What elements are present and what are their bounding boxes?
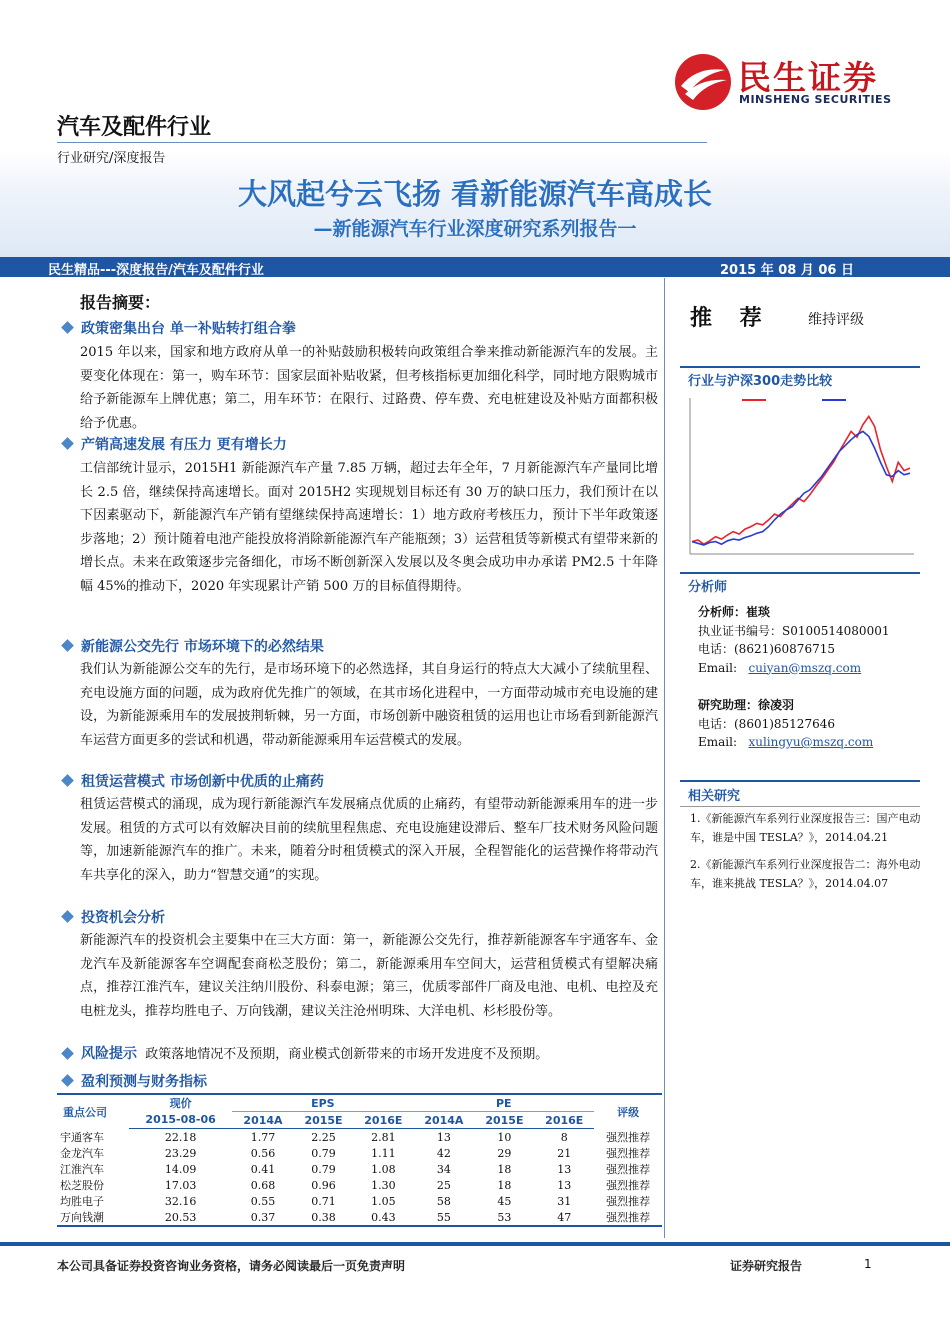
company-logo-icon xyxy=(673,52,733,112)
header-divider xyxy=(57,142,707,143)
pe-cell: 8 xyxy=(560,1130,568,1144)
col-header-rating: 评级 xyxy=(594,1094,662,1129)
col-header-year: 2015E xyxy=(474,1112,534,1129)
table-row xyxy=(57,1177,662,1193)
rating-note: 维持评级 xyxy=(808,312,864,328)
analyst-name: 分析师：崔琰 xyxy=(698,605,771,619)
pe-cell: 13 xyxy=(557,1178,572,1192)
financial-table xyxy=(57,1093,662,1227)
company-name-cell: 松芝股份 xyxy=(60,1179,104,1192)
section-heading: 产销高速发展 有压力 更有增长力 xyxy=(63,434,287,454)
pe-cell: 45 xyxy=(497,1194,512,1208)
section-heading: 投资机会分析 xyxy=(63,907,165,927)
company-name-cell: 万向钱潮 xyxy=(57,1209,129,1226)
col-header-eps: EPS xyxy=(232,1094,413,1112)
chart-frame xyxy=(682,390,922,562)
section-heading: 政策密集出台 单一补贴转打组合拳 xyxy=(63,318,296,338)
section-paragraph: 新能源汽车的投资机会主要集中在三大方面：第一，新能源公交先行，推荐新能源客车宇通客车、金龙汽车及新能源客车空调配套商松芝股份；第二，新能源乘用车空间大，运营租赁模式有望解决痛点，推荐江淮汽车，建议关注纳川股份、科泰电源；第三，优质零部件厂商及电池、电机、电控及充电桩龙头，推荐均胜电子、万向钱潮，建议关注沧州明珠、大洋电机、杉杉股份等。 xyxy=(80,933,658,1019)
report-title: 大风起兮云飞扬 看新能源汽车高成长 xyxy=(237,177,713,211)
related-item[interactable]: 2.《新能源汽车系列行业深度报告二：海外电动车，谁来挑战 TESLA？》，2014.04.07 xyxy=(690,858,921,890)
section-paragraph: 工信部统计显示，2015H1 新能源汽车产量 7.85 万辆，超过去年全年，7 月新能源汽车产量同比增长 2.5 倍，继续保持高速增长。面对 2015H2 实现规划目标还有 30 万的缺口压力，我们预计在以下因素驱动下，新能源汽车产销有望继续保持高速增长：1）地方政府考核压力，预计下半年政策逐步落地；2）预计随着电池产能投放将消除新能源汽车产能瓶颈；3）运营租赁等新模式有望带来新的增长点。未来在政策逐步完备细化，市场不断创新深入发展以及冬奥会成功申办承诺 PM2.5 十年降幅 45%的推动下，2020 年实现累计产销 500 万的目标值得期待。 xyxy=(80,461,658,594)
diamond-bullet-icon xyxy=(61,910,74,923)
page-number: 1 xyxy=(864,1257,872,1271)
col-header-year: 2016E xyxy=(353,1112,413,1129)
col-header-year: 2014A xyxy=(232,1112,293,1129)
analyst-cert: 执业证书编号：S0100514080001 xyxy=(698,623,890,638)
price-cell: 23.29 xyxy=(164,1146,197,1160)
column-divider xyxy=(664,278,665,1238)
pe-cell: 13 xyxy=(436,1130,451,1144)
report-date: 2015 年 08 月 06 日 xyxy=(720,263,854,278)
recommendation-label: 推 荐 xyxy=(690,306,772,331)
pe-cell: 47 xyxy=(534,1209,594,1226)
analyst-info xyxy=(698,603,889,677)
eps-cell: 1.77 xyxy=(250,1130,276,1144)
assistant-name: 研究助理：徐凌羽 xyxy=(698,698,795,712)
related-item[interactable]: 1.《新能源汽车系列行业深度报告三：国产电动车，谁是中国 TESLA？》，2014.04.21 xyxy=(690,812,921,844)
assistant-phone: 电话：(8601)85127646 xyxy=(698,716,835,731)
sidebar-divider xyxy=(680,572,920,574)
eps-cell: 1.08 xyxy=(371,1162,396,1176)
pe-cell: 53 xyxy=(474,1209,534,1226)
table-row xyxy=(57,1161,662,1177)
eps-cell: 0.55 xyxy=(250,1194,276,1208)
rating-cell: 强烈推荐 xyxy=(606,1147,651,1160)
pe-cell: 34 xyxy=(436,1162,451,1176)
pe-cell: 29 xyxy=(497,1146,512,1160)
analyst-heading: 分析师 xyxy=(688,580,728,595)
pe-cell: 21 xyxy=(557,1146,572,1160)
eps-cell: 0.43 xyxy=(353,1209,413,1226)
eps-cell: 2.81 xyxy=(371,1130,396,1144)
eps-cell: 0.38 xyxy=(294,1209,354,1226)
risk-warning xyxy=(63,1043,673,1063)
sidebar-divider xyxy=(680,366,920,368)
diamond-bullet-icon xyxy=(61,774,74,787)
diamond-bullet-icon xyxy=(61,639,74,652)
eps-cell: 2.25 xyxy=(311,1130,336,1144)
risk-text: 政策落地情况不及预期，商业模式创新带来的市场开发进度不及预期。 xyxy=(145,1047,549,1062)
pe-cell: 31 xyxy=(557,1194,572,1208)
analyst-email-link[interactable]: cuiyan@mszq.com xyxy=(748,660,862,675)
company-name-cell: 均胜电子 xyxy=(60,1195,104,1208)
section-paragraph: 租赁运营模式的涌现，成为现行新能源汽车发展痛点优质的止痛药，有望带动新能源乘用车的进一步发展。租赁的方式可以有效解决目前的续航里程焦虑、充电设施建设滞后、整车厂技术财务风险问题等，加速新能源汽车的推广。未来，随着分时租赁模式的深入开展，全程智能化的运营操作将带动汽车共享化的深入，助力“智慧交通”的实现。 xyxy=(80,797,658,883)
table-row xyxy=(57,1193,662,1209)
section-heading: 租赁运营模式 市场创新中优质的止痛药 xyxy=(63,771,324,791)
table-row xyxy=(57,1129,662,1146)
col-header-year: 2016E xyxy=(534,1112,594,1129)
rating-cell: 强烈推荐 xyxy=(606,1179,651,1192)
section-paragraph: 我们认为新能源公交车的先行，是市场环境下的必然选择，其自身运行的特点大大减小了续航里程、充电设施方面的问题，成为政府优先推广的领域，在其市场化进程中，一方面带动城市充电设施的建设，为新能源乘用车的发展披荆斩棘，另一方面，市场创新中融资租赁的运用也让市场看到新能源汽车运营方面更多的尝试和机遇，带动新能源乘用车运营模式的发展。 xyxy=(80,662,658,748)
logo-text-cn: 民生证券 xyxy=(738,58,878,97)
footer-divider xyxy=(0,1242,950,1246)
price-cell: 32.16 xyxy=(164,1194,197,1208)
abstract-heading: 报告摘要： xyxy=(80,293,161,312)
report-type: 行业研究/深度报告 xyxy=(57,151,166,166)
company-name-cell: 宇通客车 xyxy=(60,1130,104,1144)
pe-cell: 58 xyxy=(436,1194,451,1208)
diamond-bullet-icon xyxy=(61,1047,74,1060)
eps-cell: 0.79 xyxy=(311,1146,336,1160)
assistant-email-link[interactable]: xulingyu@mszq.com xyxy=(748,735,874,749)
pe-cell: 42 xyxy=(436,1146,451,1160)
industry-name: 汽车及配件行业 xyxy=(57,115,212,140)
diamond-bullet-icon xyxy=(61,1074,74,1087)
sidebar-divider xyxy=(680,780,920,782)
pe-cell: 10 xyxy=(497,1130,512,1144)
section-paragraph: 2015 年以来，国家和地方政府从单一的补贴鼓励积极转向政策组合拳来推动新能源汽车的发展。主要变化体现在：第一，购车环节：国家层面补贴收紧，但考核指标更加细化科学，同时地方限购城市给予新能源车上牌优惠；第二，用车环节：在限行、过路费、停车费、充电桩建设及补贴方面都积极给予优惠。 xyxy=(80,345,658,431)
logo-text-en: MINSHENG SECURITIES xyxy=(739,93,892,106)
trend-chart xyxy=(682,390,922,562)
eps-cell: 0.41 xyxy=(250,1162,276,1176)
col-header-year: 2014A xyxy=(413,1112,474,1129)
table-row xyxy=(57,1145,662,1161)
col-header-year: 2015E xyxy=(294,1112,354,1129)
rating-cell: 强烈推荐 xyxy=(594,1209,662,1226)
eps-cell: 1.05 xyxy=(371,1194,396,1208)
eps-cell: 0.79 xyxy=(311,1162,336,1176)
pe-cell: 13 xyxy=(557,1162,572,1176)
rating-cell: 强烈推荐 xyxy=(606,1130,651,1144)
price-cell: 17.03 xyxy=(164,1178,197,1192)
diamond-bullet-icon xyxy=(61,321,74,334)
sidebar-divider xyxy=(680,806,920,807)
col-header-pe: PE xyxy=(413,1094,594,1112)
eps-cell: 1.30 xyxy=(371,1178,396,1192)
related-heading: 相关研究 xyxy=(688,789,741,804)
rating-cell: 强烈推荐 xyxy=(606,1163,651,1176)
col-header-company: 重点公司 xyxy=(57,1094,129,1129)
risk-label: 风险提示 xyxy=(81,1046,137,1062)
table-heading: 盈利预测与财务指标 xyxy=(63,1071,207,1091)
eps-cell: 1.11 xyxy=(371,1146,396,1160)
eps-cell: 0.68 xyxy=(250,1178,276,1192)
eps-cell: 0.56 xyxy=(250,1146,276,1160)
footer-disclaimer: 本公司具备证券投资咨询业务资格，请务必阅读最后一页免责声明 xyxy=(57,1259,406,1273)
eps-cell: 0.96 xyxy=(311,1178,336,1192)
pe-cell: 18 xyxy=(497,1178,512,1192)
price-cell: 22.18 xyxy=(164,1130,197,1144)
section-heading: 新能源公交先行 市场环境下的必然结果 xyxy=(63,636,324,656)
report-subtitle: —新能源汽车行业深度研究系列报告一 xyxy=(313,218,637,240)
eps-cell: 0.71 xyxy=(311,1194,336,1208)
assistant-info xyxy=(698,696,873,752)
band-series-label: 民生精品---深度报告/汽车及配件行业 xyxy=(48,263,264,278)
diamond-bullet-icon xyxy=(61,437,74,450)
col-header-price: 现价 xyxy=(129,1094,233,1112)
email-label: Email: xyxy=(698,735,738,749)
email-label: Email: xyxy=(698,660,738,675)
price-cell: 14.09 xyxy=(164,1162,197,1176)
col-header-price-date: 2015-08-06 xyxy=(129,1112,233,1129)
pe-cell: 18 xyxy=(497,1162,512,1176)
pe-cell: 25 xyxy=(436,1178,451,1192)
chart-heading: 行业与沪深300走势比较 xyxy=(688,374,833,389)
company-name-cell: 江淮汽车 xyxy=(60,1163,104,1176)
table-row xyxy=(57,1209,662,1226)
company-name-cell: 金龙汽车 xyxy=(60,1147,104,1160)
rating-cell: 强烈推荐 xyxy=(606,1195,651,1208)
price-cell: 20.53 xyxy=(129,1209,233,1226)
eps-cell: 0.37 xyxy=(232,1209,293,1226)
footer-label: 证券研究报告 xyxy=(730,1259,803,1273)
analyst-phone: 电话：(8621)60876715 xyxy=(698,642,835,656)
pe-cell: 55 xyxy=(413,1209,474,1226)
